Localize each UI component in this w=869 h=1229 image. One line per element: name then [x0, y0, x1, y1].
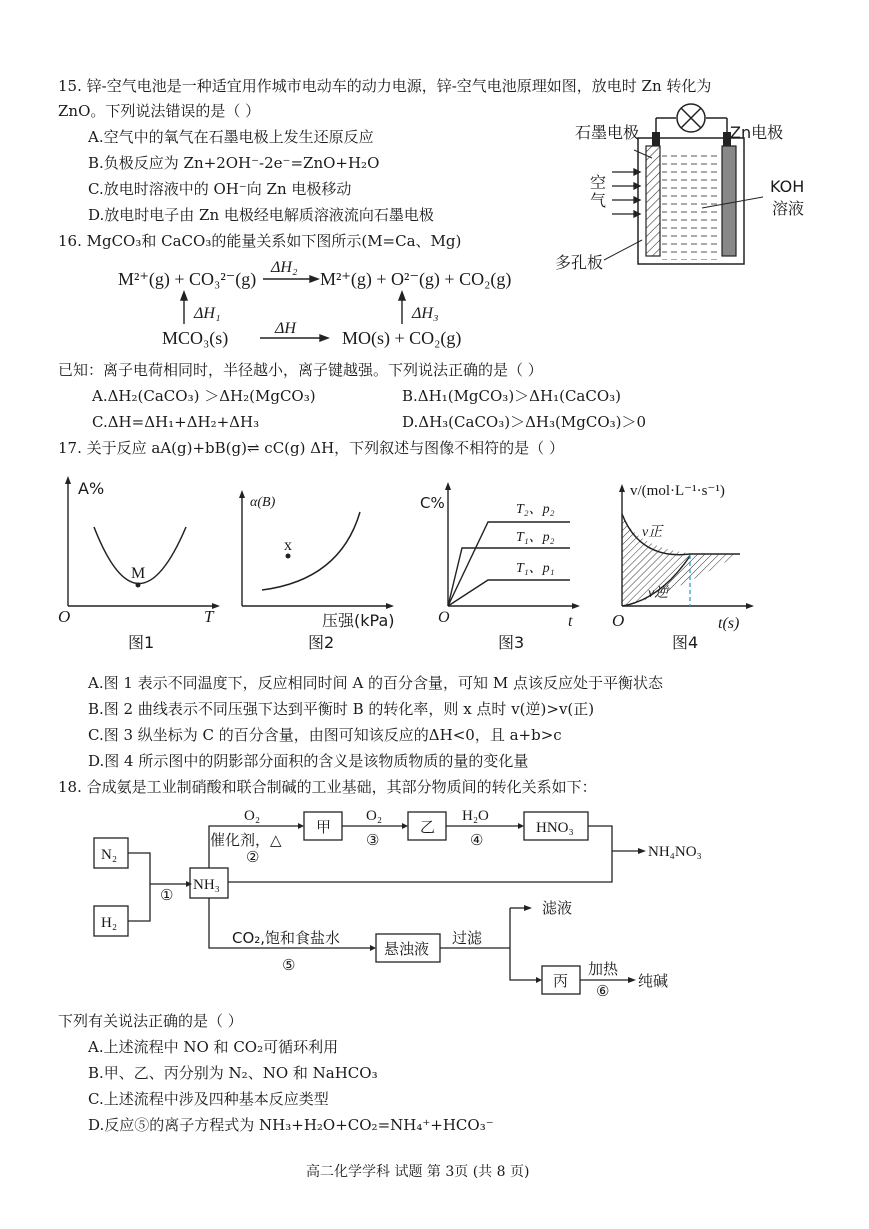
dh-label: ΔH: [275, 320, 296, 337]
bing-label: 丙: [553, 972, 569, 990]
h2o-label: H₂O: [462, 808, 489, 824]
nh4no3-label: NH₄NO₃: [648, 844, 702, 860]
fig4-v-reverse-label: v逆: [648, 586, 669, 601]
q17-option-d: D.图 4 所示图中的阴影部分面积的含义是该物质物质的量的变化量: [88, 752, 529, 770]
co2-salt-label: CO₂,饱和食盐水: [232, 929, 341, 947]
q17-option-a: A.图 1 表示不同温度下，反应相同时间 A 的百分含量，可知 M 点该反应处于平衡状态: [88, 674, 663, 692]
fig4-ylabel: v/(mol·L⁻¹·s⁻¹): [630, 483, 725, 499]
q15-option-c: C.放电时溶液中的 OH⁻向 Zn 电极移动: [88, 180, 352, 198]
q15-option-d: D.放电时电子由 Zn 电极经电解质溶液流向石墨电极: [88, 206, 434, 224]
nh3-label: NH₃: [193, 877, 220, 893]
q18-stem: 18. 合成氨是工业制硝酸和联合制碱的工业基础，其部分物质间的转化关系如下：: [58, 778, 597, 796]
step-3: ③: [366, 833, 380, 849]
solution-label: 溶液: [772, 199, 805, 218]
top-right-species: M²⁺(g) + O²⁻(g) + CO₂(g): [320, 269, 512, 289]
q15-option-a: A.空气中的氧气在石墨电极上发生还原反应: [88, 128, 374, 146]
q17-option-b: B.图 2 曲线表示不同压强下达到平衡时 B 的转化率，则 x 点时 v(逆)>v(正): [88, 700, 595, 718]
q16-stem: 16. MgCO₃和 CaCO₃的能量关系如下图所示(M=Ca、Mg): [58, 232, 462, 250]
page-footer: 高二化学学科 试题 第 3页 (共 8 页): [306, 1164, 530, 1180]
fig1-origin: O: [58, 607, 71, 626]
q15-stem-line1: 15. 锌-空气电池是一种适宜用作城市电动车的动力电源，锌-空气电池原理如图，放电时 Zn 转化为: [58, 77, 712, 95]
q16-option-d: D.ΔH₃(CaCO₃)＞ΔH₃(MgCO₃)＞0: [402, 413, 647, 431]
filtrate-label: 滤液: [542, 899, 573, 917]
heat-label: 加热: [588, 960, 619, 978]
q18-option-a: A.上述流程中 NO 和 CO₂可循环利用: [88, 1038, 339, 1056]
fig3-ylabel: C%: [420, 494, 445, 512]
catalyst-label: 催化剂，△: [210, 831, 282, 849]
fig4-origin: O: [612, 611, 625, 630]
o2-label-b: O₂: [366, 808, 383, 824]
fig2-ylabel: α(B): [250, 495, 276, 510]
step-6: ⑥: [596, 984, 610, 1000]
q17-option-c: C.图 3 纵坐标为 C 的百分含量，由图可知该反应的ΔH<0，且 a+b>c: [88, 726, 562, 744]
q18-ask: 下列有关说法正确的是（ ）: [58, 1012, 243, 1030]
fig4-xlabel: t(s): [718, 615, 740, 632]
q17-stem: 17. 关于反应 aA(g)+bB(g)⇌ cC(g) ΔH，下列叙述与图像不相符的是（ ）: [58, 439, 564, 457]
fig3-xlabel: t: [568, 613, 573, 630]
step-4: ④: [470, 833, 484, 849]
o2-label-a: O₂: [244, 808, 261, 824]
q15-option-b: B.负极反应为 Zn+2OH⁻-2e⁻=ZnO+H₂O: [88, 154, 380, 172]
jia-label: 甲: [316, 818, 332, 836]
q18-option-d: D.反应⑤的离子方程式为 NH₃+H₂O+CO₂=NH₄⁺+HCO₃⁻: [88, 1116, 494, 1134]
fig1-ylabel: A%: [78, 479, 105, 498]
air-label-1: 空: [590, 173, 607, 192]
fig3-label-t1p1: T₁、p₁: [516, 561, 555, 576]
porous-plate-label: 多孔板: [555, 253, 604, 272]
air-label-2: 气: [590, 191, 607, 210]
fig4-caption: 图4: [672, 633, 699, 652]
hno3-label: HNO₃: [536, 820, 574, 836]
fig2-point-label: x: [284, 537, 292, 554]
q18-option-b: B.甲、乙、丙分别为 N₂、NO 和 NaHCO₃: [88, 1064, 378, 1082]
fig3-caption: 图3: [498, 633, 525, 652]
n2-label: N₂: [101, 847, 118, 863]
dh1-label: ΔH₁: [194, 305, 221, 322]
fig1-xlabel: T: [204, 607, 214, 626]
step-2: ②: [246, 850, 260, 866]
fig3-label-t2p2: T₂、p₂: [516, 502, 555, 517]
q18-option-c: C.上述流程中涉及四种基本反应类型: [88, 1090, 329, 1108]
graphite-electrode-label: 石墨电极: [575, 123, 640, 142]
fig2-xlabel: 压强(kPa): [322, 611, 395, 630]
fig1-caption: 图1: [128, 633, 155, 652]
q16-option-c: C.ΔH=ΔH₁+ΔH₂+ΔH₃: [92, 413, 260, 431]
fig3-label-t1p2: T₁、p₂: [516, 530, 555, 545]
dh2-label: ΔH₂: [271, 259, 298, 276]
koh-label: KOH: [770, 177, 805, 196]
q16-option-a: A.ΔH₂(CaCO₃) ＞ΔH₂(MgCO₃): [92, 387, 316, 405]
q15-stem-line2: ZnO。下列说法错误的是（ ）: [58, 102, 261, 120]
soda-label: 纯碱: [638, 972, 669, 990]
step-1: ①: [160, 888, 174, 904]
q16-known: 已知：离子电荷相同时，半径越小，离子键越强。下列说法正确的是（ ）: [58, 361, 543, 379]
bottom-left-species: MCO₃(s): [162, 328, 229, 348]
bottom-right-species: MO(s) + CO₂(g): [342, 328, 462, 348]
dh3-label: ΔH₃: [412, 305, 439, 322]
q16-option-b: B.ΔH₁(MgCO₃)＞ΔH₁(CaCO₃): [402, 387, 622, 405]
h2-label: H₂: [101, 915, 118, 931]
zn-electrode-label: Zn电极: [730, 123, 784, 142]
fig2-caption: 图2: [308, 633, 335, 652]
yi-label: 乙: [420, 818, 436, 836]
suspension-label: 悬浊液: [384, 940, 430, 958]
step-5: ⑤: [282, 958, 296, 974]
top-left-species: M²⁺(g) + CO₃²⁻(g): [118, 269, 257, 289]
fig4-v-forward-label: v正: [642, 525, 663, 540]
fig3-origin: O: [438, 609, 450, 626]
fig1-point-label: M: [131, 565, 146, 582]
filter-label: 过滤: [452, 929, 483, 947]
